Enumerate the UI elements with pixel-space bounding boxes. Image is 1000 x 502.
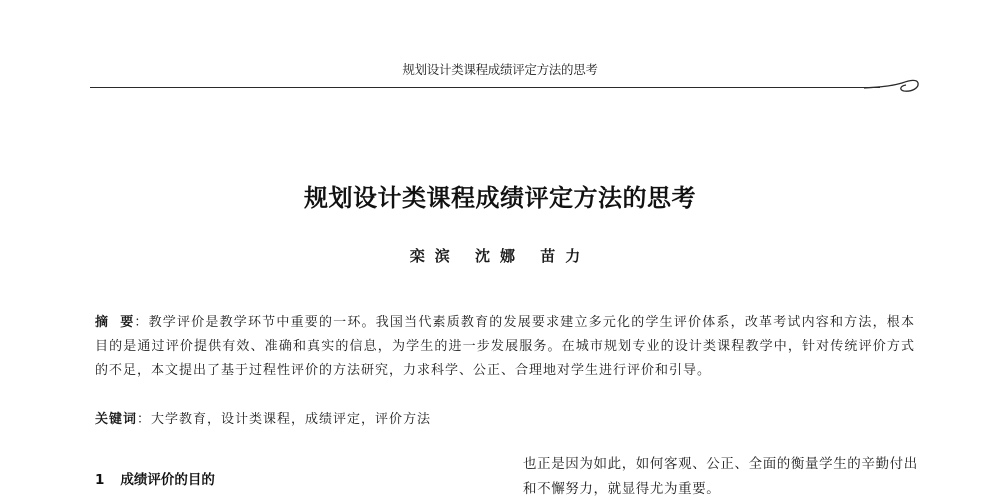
paper-title: 规划设计类课程成绩评定方法的思考 — [304, 184, 696, 212]
author-list — [0, 245, 1000, 266]
author-name: 沈娜 — [474, 247, 525, 265]
section-number: 1 — [95, 472, 105, 488]
running-header: 规划设计类课程成绩评定方法的思考 — [402, 62, 598, 77]
body-paragraph-right: 也正是因为如此，如何客观、公正、全面的衡量学生的辛勤付出和不懈努力，就显得尤为重要。 — [523, 456, 918, 497]
abstract — [95, 311, 915, 383]
abstract-separator: ： — [134, 315, 149, 330]
keywords — [95, 408, 915, 432]
keywords-separator: ： — [137, 412, 152, 427]
author-name: 苗力 — [540, 247, 591, 265]
keywords-label: 关键词 — [95, 412, 138, 427]
keywords-text: 大学教育，设计类课程，成绩评定，评价方法 — [151, 412, 432, 427]
header-rule — [90, 87, 880, 88]
header-flourish-icon — [862, 73, 920, 99]
section-heading — [95, 468, 215, 488]
abstract-label: 摘要 — [95, 315, 135, 330]
section-title: 成绩评价的目的 — [120, 472, 215, 488]
abstract-text: 教学评价是教学环节中重要的一环。我国当代素质教育的发展要求建立多元化的学生评价体系，改革考试内容和方法，根本目的是通过评价提供有效、准确和真实的信息，为学生的进一步发展服务。在城市规划专业的设计类课程教学中，针对传统评价方式的不足，本文提出了基于过程性评价的方法研究，力求科学、公正、合理地对学生进行评价和引导。 — [95, 315, 915, 378]
author-name: 栾滨 — [409, 247, 460, 265]
